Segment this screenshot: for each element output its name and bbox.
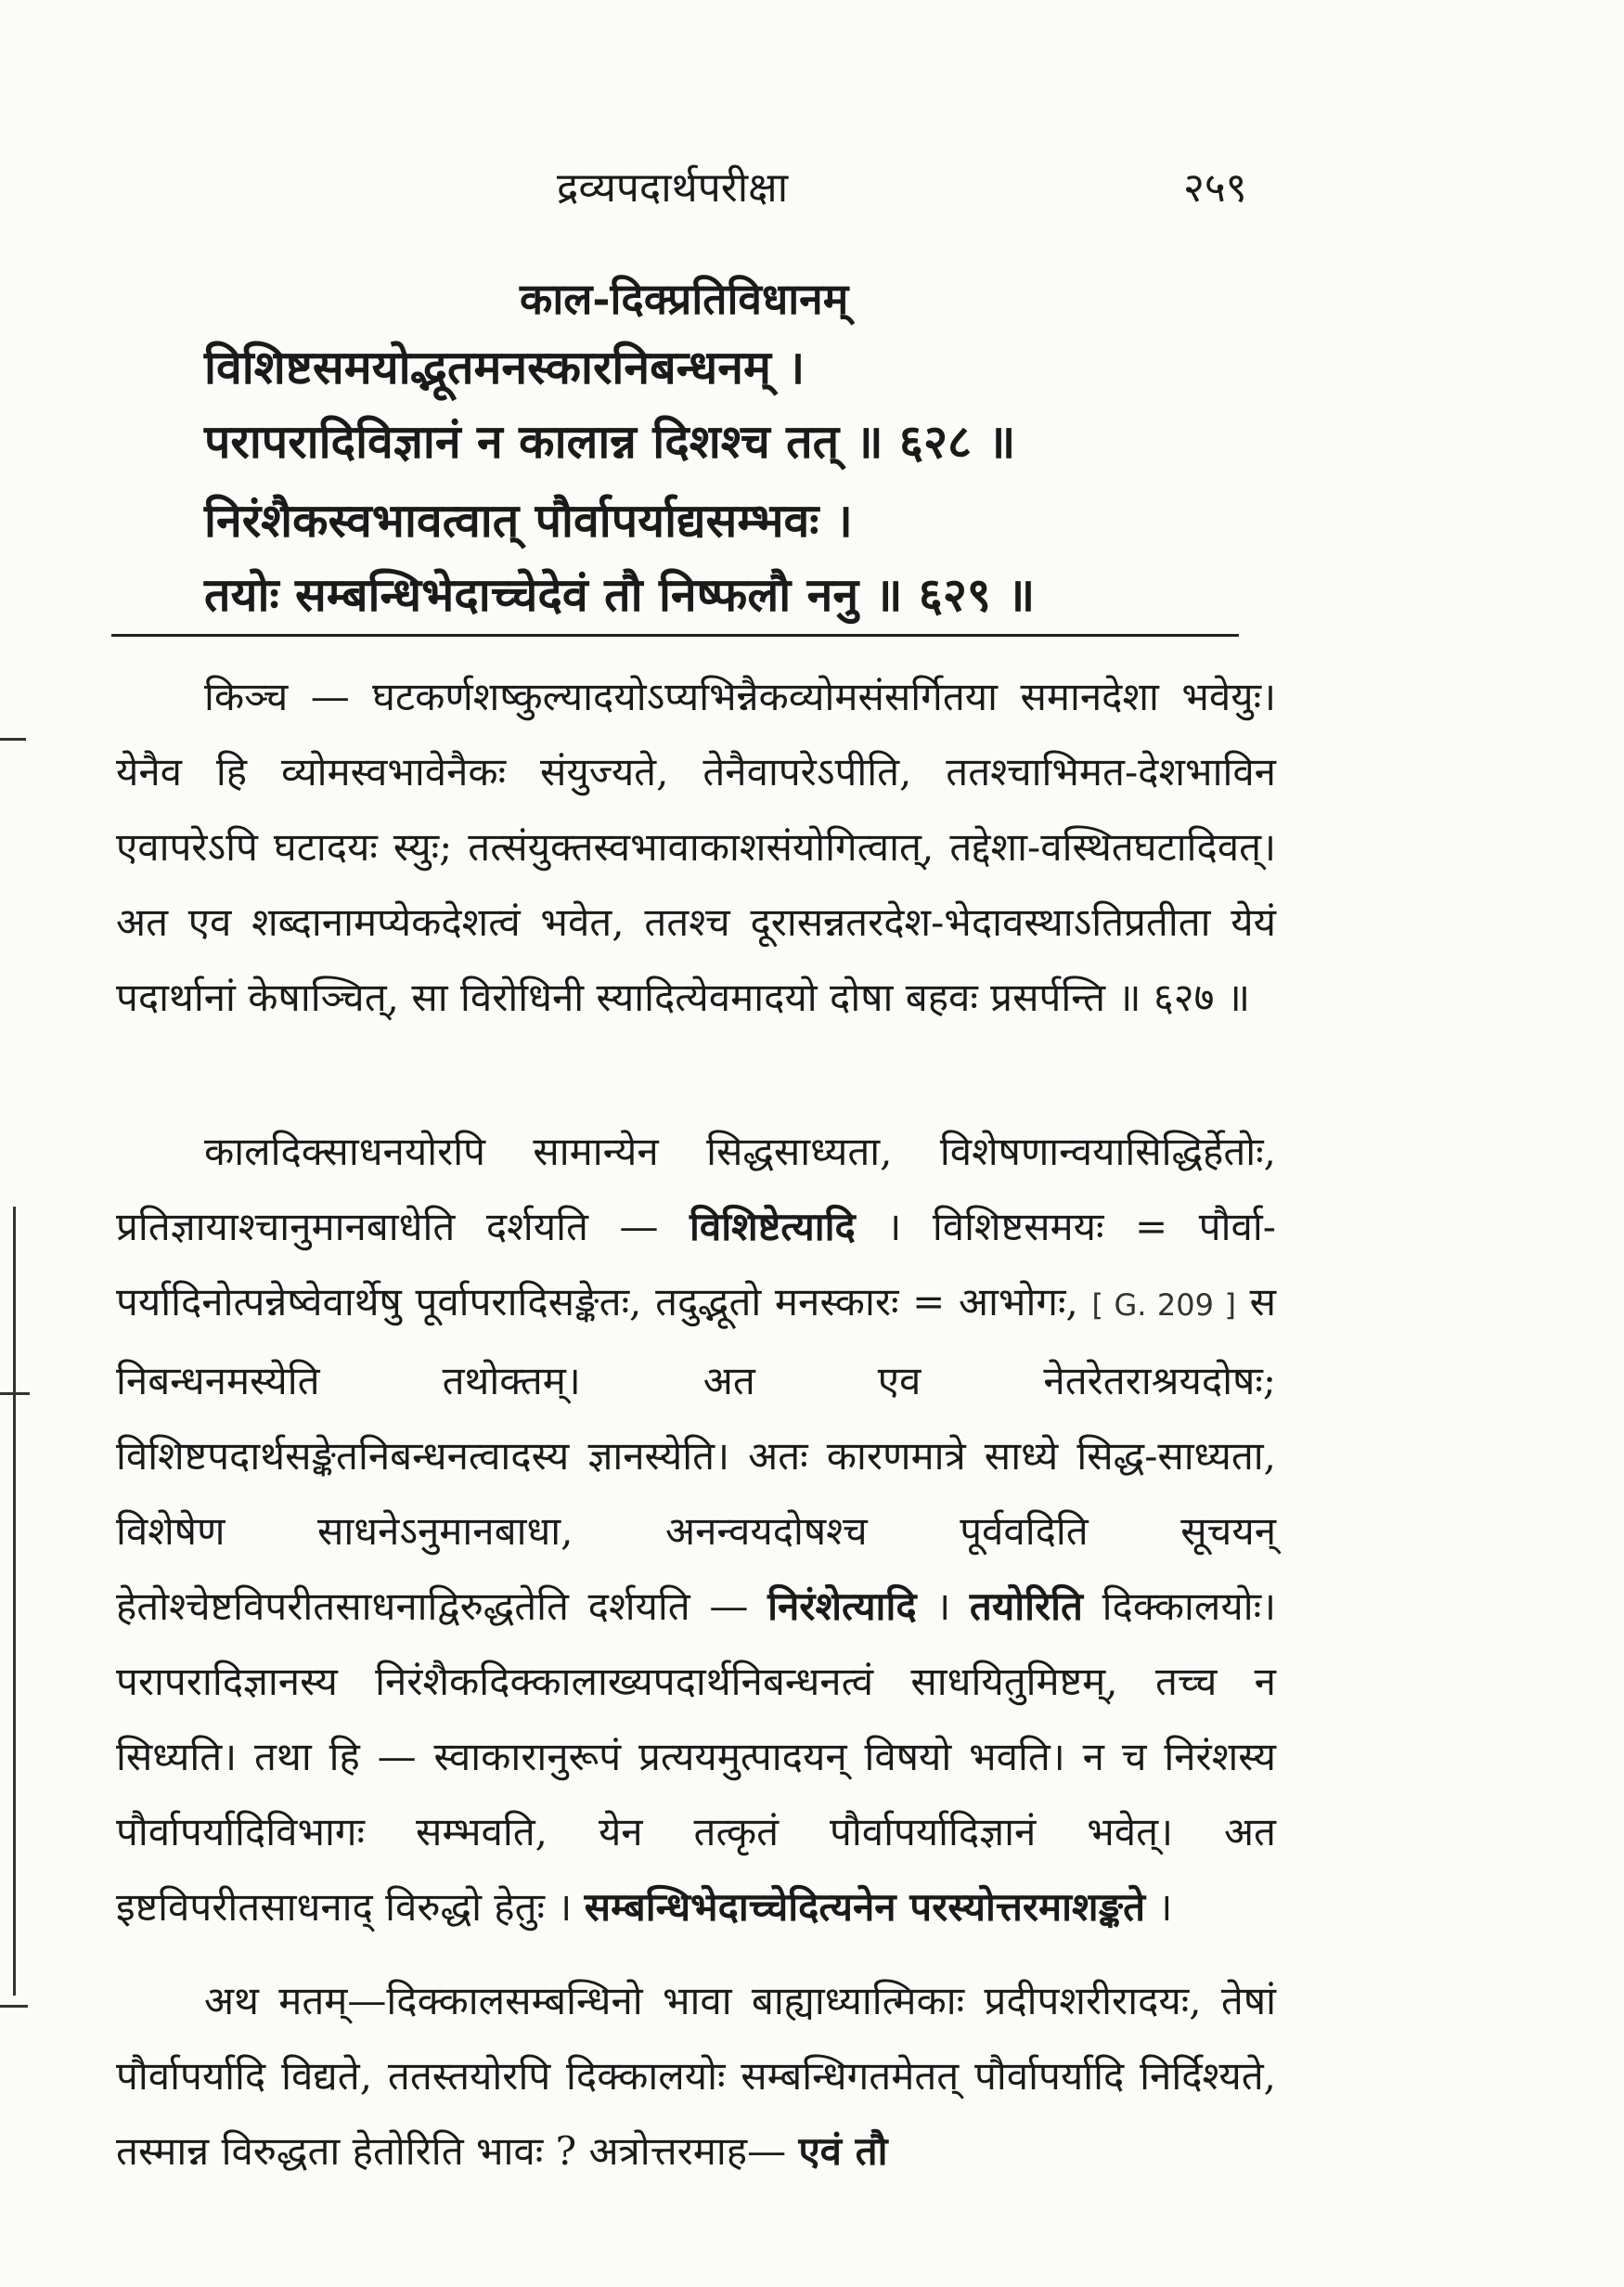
text-run: स निबन्धनमस्येति तथोक्तम्। अत एव नेतरेतराश्रयदोषः; विशिष्टपदार्थसङ्केतनिबन्धनत्वादस्य ज्ञानस्येति। अतः कारणमात्रे साध्ये सिद्ध-साध्यता, विशेषेण साधनेऽनुमानबाधा, अनन्वयदोषश्च पूर्ववदिति सूचयन् हेतोश्चेष्टविपरीतसाधनाद्विरुद्धतेति दर्शयति — xyxy=(116,1279,1277,1629)
section-title: काल-दिक्प्रतिविधानम् xyxy=(520,274,849,324)
commentary-paragraph-1 xyxy=(116,659,1276,1035)
text-run: । xyxy=(1157,1884,1173,1930)
paragraph-text xyxy=(116,1114,1276,1945)
text-run-bold: एवं तौ xyxy=(798,2128,888,2174)
paragraph-text: किञ्च — घटकर्णशष्कुल्यादयोऽप्यभिन्नैकव्योमसंसर्गितया समानदेशा भवेयुः। येनैव हि व्योमस्वभावेनैकः संयुज्यते, तेनैवापरेऽपीति, ततश्चाभिमत-देशभाविन एवापरेऽपि घटादयः स्युः; तत्संयुक्तस्वभावाकाशसंयोगित्वात्, तद्देशा-वस्थितघटादिवत्। अत एव शब्दानामप्येकदेशत्वं भवेत, ततश्च दूरासन्नतरदेश-भेदावस्थाऽतिप्रतीता येयं पदार्थानां केषाञ्चित्, सा विरोधिनी स्यादित्येवमादयो दोषा बहवः प्रसर्पन्ति ॥ ६२७ ॥ xyxy=(116,674,1276,1020)
commentary-paragraph-2 xyxy=(116,1114,1276,1945)
scan-edge-mark xyxy=(13,1207,16,1996)
text-run: । विशिष्टसमयः = पौर्वा-पर्यादिनोत्पन्नेष्वेवार्थेषु पूर्वापरादिसङ्केतः, तदुद्भूतो मनस्कारः = आभोगः, xyxy=(116,1204,1276,1324)
divider-rule xyxy=(111,634,1239,637)
running-header-title: द्रव्यपदार्थपरीक्षा xyxy=(557,164,789,212)
text-run-bold: विशिष्टेत्यादि xyxy=(690,1204,856,1249)
text-run: कालदिक्साधनयोरपि सामान्येन सिद्धसाध्यता, विशेषणान्वयासिद्धिर्हेतोः, प्रतिज्ञायाश्चानुमानबाधेति दर्शयति — xyxy=(116,1129,1276,1249)
page-number: २५९ xyxy=(1183,164,1247,212)
verse-line-1: विशिष्टसमयोद्भूतमनस्कारनिबन्धनम् । xyxy=(204,340,806,394)
scan-edge-mark xyxy=(0,1392,30,1395)
verse-line-4: तयोः सम्बन्धिभेदाच्चेदेवं तौ निष्फलौ ननु ॥ ६२९ ॥ xyxy=(204,567,1036,622)
verse-line-3: निरंशैकस्वभावत्वात् पौर्वापर्याद्यसम्भवः । xyxy=(204,493,853,548)
text-run: अथ मतम्—दिक्कालसम्बन्धिनो भावा बाह्याध्यात्मिकाः प्रदीपशरीरादयः, तेषां पौर्वापर्यादि विद्यते, ततस्तयोरपि दिक्कालयोः सम्बन्धिगतमेतत् पौर्वापर्यादि निर्दिश्यते, तस्मान्न विरुद्धता हेतोरिति भावः ? अत्रोत्तरमाह— xyxy=(116,1978,1276,2174)
commentary-paragraph-3 xyxy=(116,1963,1276,2189)
text-run-bold: तयोरिति xyxy=(969,1583,1083,1629)
scan-edge-mark xyxy=(0,2005,28,2008)
paragraph-text xyxy=(116,1963,1276,2189)
text-run: दिक्कालयोः। परापरादिज्ञानस्य निरंशैकदिक्कालाख्यपदार्थनिबन्धनत्वं साधयितुमिष्टम्, तच्च न सिध्यति। तथा हि — स्वाकारानुरूपं प्रत्ययमुत्पादयन् विषयो भवति। न च निरंशस्य पौर्वापर्यादिविभागः सम्भवति, येन तत्कृतं पौर्वापर्यादिज्ञानं भवेत्। अत इष्टविपरीतसाधनाद् विरुद्धो हेतुः । xyxy=(116,1583,1276,1930)
edition-page-reference: [ G. 209 ] xyxy=(1091,1287,1236,1323)
scan-edge-mark xyxy=(0,738,26,741)
text-run: । xyxy=(935,1583,951,1629)
verse-line-2: परापरादिविज्ञानं न कालान्न दिशश्च तत् ॥ ६२८ ॥ xyxy=(204,414,1016,469)
text-run-bold: सम्बन्धिभेदाच्चेदित्यनेन परस्योत्तरमाशङ्कते xyxy=(584,1884,1146,1930)
text-run-bold: निरंशेत्यादि xyxy=(767,1583,917,1629)
